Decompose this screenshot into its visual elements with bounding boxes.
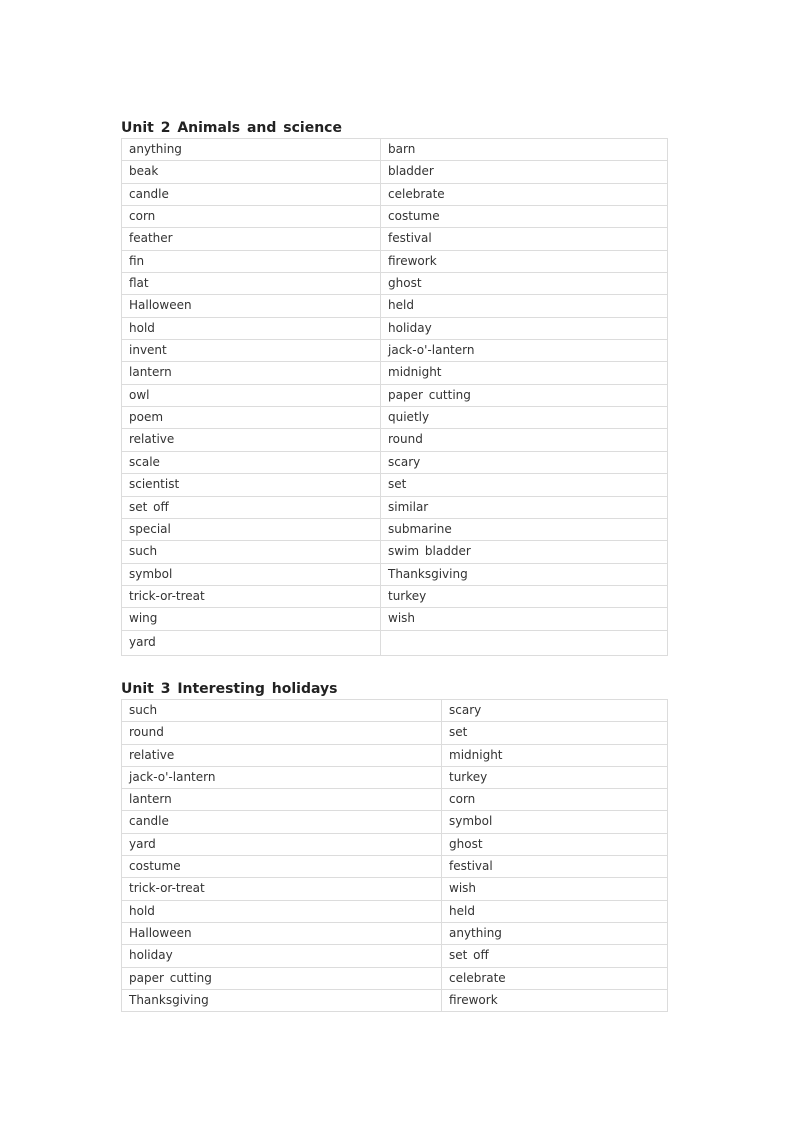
vocab-cell: costume	[381, 206, 668, 228]
vocab-cell: fin	[122, 250, 381, 272]
table-row	[122, 922, 668, 944]
vocab-cell: beak	[122, 161, 381, 183]
vocab-cell: costume	[122, 856, 442, 878]
table-row	[122, 317, 668, 339]
vocab-cell: feather	[122, 228, 381, 250]
vocab-cell: symbol	[442, 811, 668, 833]
table-row	[122, 563, 668, 585]
table-row	[122, 945, 668, 967]
vocab-cell: candle	[122, 183, 381, 205]
vocab-cell: held	[442, 900, 668, 922]
table-row	[122, 161, 668, 183]
vocab-cell: similar	[381, 496, 668, 518]
vocab-cell: jack-o'-lantern	[381, 340, 668, 362]
vocab-cell: turkey	[381, 585, 668, 607]
vocab-cell: paper cutting	[381, 384, 668, 406]
vocab-cell: Halloween	[122, 922, 442, 944]
vocab-cell: trick-or-treat	[122, 878, 442, 900]
table-row	[122, 474, 668, 496]
vocab-cell: scary	[442, 700, 668, 722]
table-row	[122, 630, 668, 655]
vocab-cell: symbol	[122, 563, 381, 585]
vocab-cell: wish	[381, 608, 668, 630]
table-row	[122, 183, 668, 205]
table-row	[122, 900, 668, 922]
table-row	[122, 139, 668, 161]
table-row	[122, 206, 668, 228]
vocab-cell: hold	[122, 900, 442, 922]
table-row	[122, 496, 668, 518]
table-row	[122, 407, 668, 429]
vocab-cell: flat	[122, 273, 381, 295]
unit3-table-body	[122, 700, 668, 1012]
unit3-title: Unit 3 Interesting holidays	[121, 681, 338, 697]
vocab-cell: submarine	[381, 518, 668, 540]
table-row	[122, 362, 668, 384]
vocab-cell: ghost	[442, 833, 668, 855]
table-row	[122, 384, 668, 406]
vocab-cell: scientist	[122, 474, 381, 496]
vocab-cell: scale	[122, 451, 381, 473]
table-row	[122, 700, 668, 722]
vocab-cell: festival	[442, 856, 668, 878]
vocab-cell: yard	[122, 630, 381, 655]
vocab-cell: firework	[442, 989, 668, 1011]
vocab-cell: held	[381, 295, 668, 317]
table-row	[122, 856, 668, 878]
vocab-cell: wish	[442, 878, 668, 900]
table-row	[122, 833, 668, 855]
table-row	[122, 429, 668, 451]
vocab-cell: lantern	[122, 789, 442, 811]
unit2-vocab-table	[121, 138, 668, 656]
vocab-cell: Halloween	[122, 295, 381, 317]
vocab-cell: set off	[122, 496, 381, 518]
table-row	[122, 340, 668, 362]
vocab-cell: holiday	[381, 317, 668, 339]
vocab-cell: relative	[122, 744, 442, 766]
vocab-cell: midnight	[442, 744, 668, 766]
vocab-cell: yard	[122, 833, 442, 855]
vocab-cell: set	[442, 722, 668, 744]
vocab-cell: anything	[122, 139, 381, 161]
vocab-cell: set	[381, 474, 668, 496]
vocab-cell: holiday	[122, 945, 442, 967]
vocab-cell: candle	[122, 811, 442, 833]
vocab-cell: swim bladder	[381, 541, 668, 563]
table-row	[122, 585, 668, 607]
unit2-table-body	[122, 139, 668, 656]
table-row	[122, 295, 668, 317]
vocab-cell: firework	[381, 250, 668, 272]
table-row	[122, 541, 668, 563]
vocab-cell: poem	[122, 407, 381, 429]
vocab-cell: such	[122, 541, 381, 563]
vocab-cell: jack-o'-lantern	[122, 766, 442, 788]
vocab-cell: turkey	[442, 766, 668, 788]
table-row	[122, 744, 668, 766]
vocab-cell: Thanksgiving	[122, 989, 442, 1011]
vocab-cell: midnight	[381, 362, 668, 384]
table-row	[122, 228, 668, 250]
table-row	[122, 789, 668, 811]
vocab-cell: anything	[442, 922, 668, 944]
vocab-cell: round	[381, 429, 668, 451]
table-row	[122, 273, 668, 295]
table-row	[122, 250, 668, 272]
vocab-cell	[381, 630, 668, 655]
vocab-cell: corn	[122, 206, 381, 228]
table-row	[122, 878, 668, 900]
vocab-cell: paper cutting	[122, 967, 442, 989]
vocab-cell: Thanksgiving	[381, 563, 668, 585]
vocab-cell: invent	[122, 340, 381, 362]
vocab-cell: celebrate	[381, 183, 668, 205]
unit3-section	[121, 679, 667, 1012]
vocab-cell: bladder	[381, 161, 668, 183]
unit2-title: Unit 2 Animals and science	[121, 120, 342, 136]
vocab-cell: hold	[122, 317, 381, 339]
vocab-cell: corn	[442, 789, 668, 811]
table-row	[122, 989, 668, 1011]
vocab-cell: festival	[381, 228, 668, 250]
vocab-cell: barn	[381, 139, 668, 161]
vocab-cell: scary	[381, 451, 668, 473]
unit3-vocab-table	[121, 699, 668, 1012]
vocab-cell: such	[122, 700, 442, 722]
vocab-cell: ghost	[381, 273, 668, 295]
vocab-cell: trick-or-treat	[122, 585, 381, 607]
vocab-cell: wing	[122, 608, 381, 630]
table-row	[122, 967, 668, 989]
vocab-cell: lantern	[122, 362, 381, 384]
vocab-cell: round	[122, 722, 442, 744]
table-row	[122, 518, 668, 540]
table-row	[122, 766, 668, 788]
table-row	[122, 451, 668, 473]
table-row	[122, 811, 668, 833]
vocab-cell: special	[122, 518, 381, 540]
vocab-cell: set off	[442, 945, 668, 967]
vocab-cell: quietly	[381, 407, 668, 429]
table-row	[122, 608, 668, 630]
unit2-section	[121, 118, 667, 656]
vocab-cell: relative	[122, 429, 381, 451]
vocab-cell: owl	[122, 384, 381, 406]
table-row	[122, 722, 668, 744]
vocab-cell: celebrate	[442, 967, 668, 989]
